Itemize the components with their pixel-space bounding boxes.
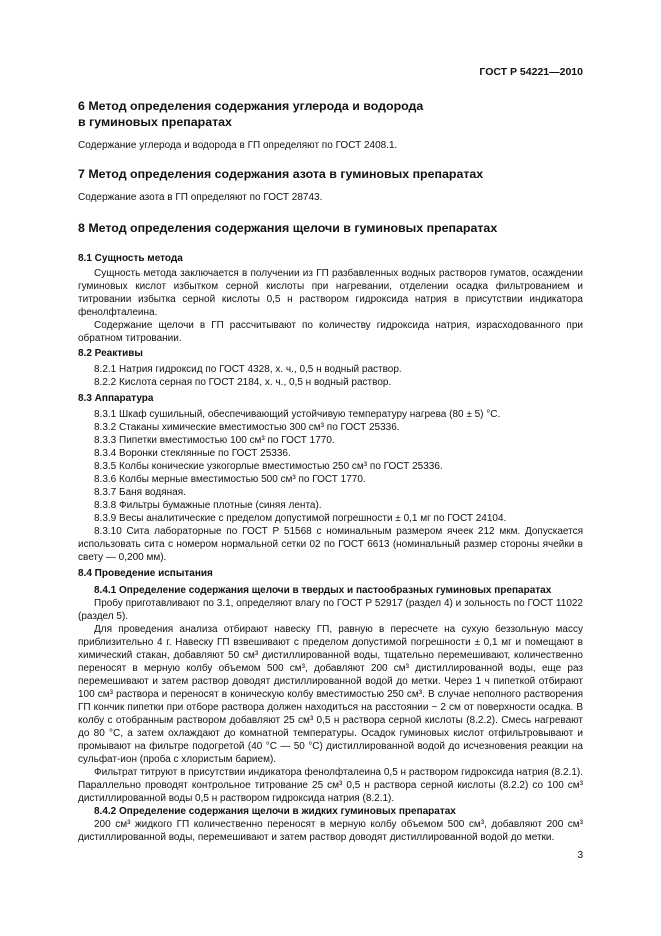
- reagent-item: 8.2.2 Кислота серная по ГОСТ 2184, х. ч., 0,5 н водный раствор.: [94, 377, 392, 388]
- section-7-title: 7 Метод определения содержания азота в гуминовых препаратах: [78, 167, 484, 181]
- apparatus-item: 8.3.7 Баня водяная.: [94, 487, 186, 498]
- apparatus-item: 8.3.4 Воронки стеклянные по ГОСТ 25336.: [94, 448, 291, 459]
- apparatus-item: 8.3.10 Сита лабораторные по ГОСТ Р 51568 с номинальным размером ячеек 212 мкм. Допускается использовать сита с номером нормальной сетки 02 по ГОСТ 6613 (номинальный размер стороны ячейки в свету — 0,200 мм).: [78, 526, 583, 563]
- section-8-1-para-2: Содержание щелочи в ГП рассчитывают по количеству гидроксида натрия, израсходованного при обратном титровании.: [78, 320, 583, 344]
- apparatus-item: 8.3.5 Колбы конические узкогорлые вместимостью 250 см³ по ГОСТ 25336.: [94, 461, 443, 472]
- section-8-1-para-1: Сущность метода заключается в получении из ГП разбавленных водных растворов гуматов, осаждении гуминовых кислот избытком серной кислоты при нагревании, отделении осадка фильтрованием и титровании избытка серной кислоты 0,5 н раствором гидроксида натрия в присутствии индикатора фенолфталеина.: [78, 268, 583, 318]
- apparatus-item: 8.3.3 Пипетки вместимостью 100 см³ по ГОСТ 1770.: [94, 435, 335, 446]
- section-8-4-1-para-3: Фильтрат титруют в присутствии индикатора фенолфталеина 0,5 н раствором гидроксида натрия (8.2.1). Параллельно проводят контрольное титрование 25 см³ 0,5 н раствора серной кислоты (8.2.2) со 100 см³ дистиллированной воды 0,5 н раствором гидроксида натрия (8.2.1).: [78, 767, 583, 804]
- section-8-4-1-para-2: Для проведения анализа отбирают навеску ГП, равную в пересчете на сухую беззольную массу приблизительно 4 г. Навеску ГП взвешивают с пределом допустимой погрешности ± 0,1 мг и помещают в химический стакан, добавляют 50 см³ дистиллированной воды, тщательно перемешивают, количественно переносят в мерную колбу объемом 500 см³, добавляют 200 см³ дистиллированной воды, еще раз перемешивают и затем раствор доводят дистиллированной водой до метки. Через 1 ч пипеткой отбирают 100 см³ раствора и переносят в коническую колбу вместимостью 250 см³. В случае неполного растворения ГП кончик пипетки при отборе раствора должен находиться на расстоянии ~ 2 см от поверхности осадка. В колбу с отобранным раствором добавляют 25 см³ 0,5 н раствора серной кислоты (8.2.2). Смесь нагревают до 80 °С, а затем охлаждают до комнатной температуры. Осадок гуминовых кислот отфильтровывают и промывают на фильтре подогретой (40 °С — 50 °С) дистиллированной водой до исчезновения реакции на сульфат-ион (проба с хлористым барием).: [78, 624, 583, 765]
- section-6-title-line2: в гуминовых препаратах: [78, 115, 232, 129]
- section-8-4-title: 8.4 Проведение испытания: [78, 568, 213, 579]
- apparatus-item: 8.3.1 Шкаф сушильный, обеспечивающий устойчивую температуру нагрева (80 ± 5) °С.: [94, 409, 501, 420]
- reagent-item: 8.2.1 Натрия гидроксид по ГОСТ 4328, х. ч., 0,5 н водный раствор.: [94, 364, 402, 375]
- apparatus-item: 8.3.6 Колбы мерные вместимостью 500 см³ по ГОСТ 1770.: [94, 474, 366, 485]
- apparatus-item: 8.3.2 Стаканы химические вместимостью 300 см³ по ГОСТ 25336.: [94, 422, 400, 433]
- section-6-title-line1: 6 Метод определения содержания углерода и водорода: [78, 99, 424, 113]
- section-8-4-2-para: 200 см³ жидкого ГП количественно переносят в мерную колбу объемом 500 см³, добавляют 200 см³ дистиллированной воды, перемешивают и затем раствор доводят дистиллированной водой до метки.: [78, 819, 583, 843]
- apparatus-item: 8.3.8 Фильтры бумажные плотные (синяя лента).: [94, 500, 322, 511]
- standard-number: ГОСТ Р 54221—2010: [479, 66, 583, 78]
- page-content: [78, 92, 583, 844]
- section-8-3-title: 8.3 Аппаратура: [78, 393, 154, 404]
- section-8-4-2-title: 8.4.2 Определение содержания щелочи в жидких гуминовых препаратах: [94, 806, 456, 817]
- page-number: 3: [577, 850, 583, 861]
- section-8-4-1-para-1: Пробу приготавливают по 3.1, определяют влагу по ГОСТ Р 52917 (раздел 4) и зольность по ГОСТ 11022 (раздел 5).: [78, 598, 583, 622]
- section-7-text: Содержание азота в ГП определяют по ГОСТ 28743.: [78, 192, 323, 203]
- section-8-2-title: 8.2 Реактивы: [78, 348, 143, 359]
- apparatus-item: 8.3.9 Весы аналитические с пределом допустимой погрешности ± 0,1 мг по ГОСТ 24104.: [94, 513, 507, 524]
- section-8-title: 8 Метод определения содержания щелочи в гуминовых препаратах: [78, 221, 498, 235]
- section-8-4-1-title: 8.4.1 Определение содержания щелочи в твердых и пастообразных гуминовых препаратах: [94, 585, 552, 596]
- section-8-1-title: 8.1 Сущность метода: [78, 253, 183, 264]
- section-6-title: [78, 98, 583, 130]
- section-6-text: Содержание углерода и водорода в ГП определяют по ГОСТ 2408.1.: [78, 140, 398, 151]
